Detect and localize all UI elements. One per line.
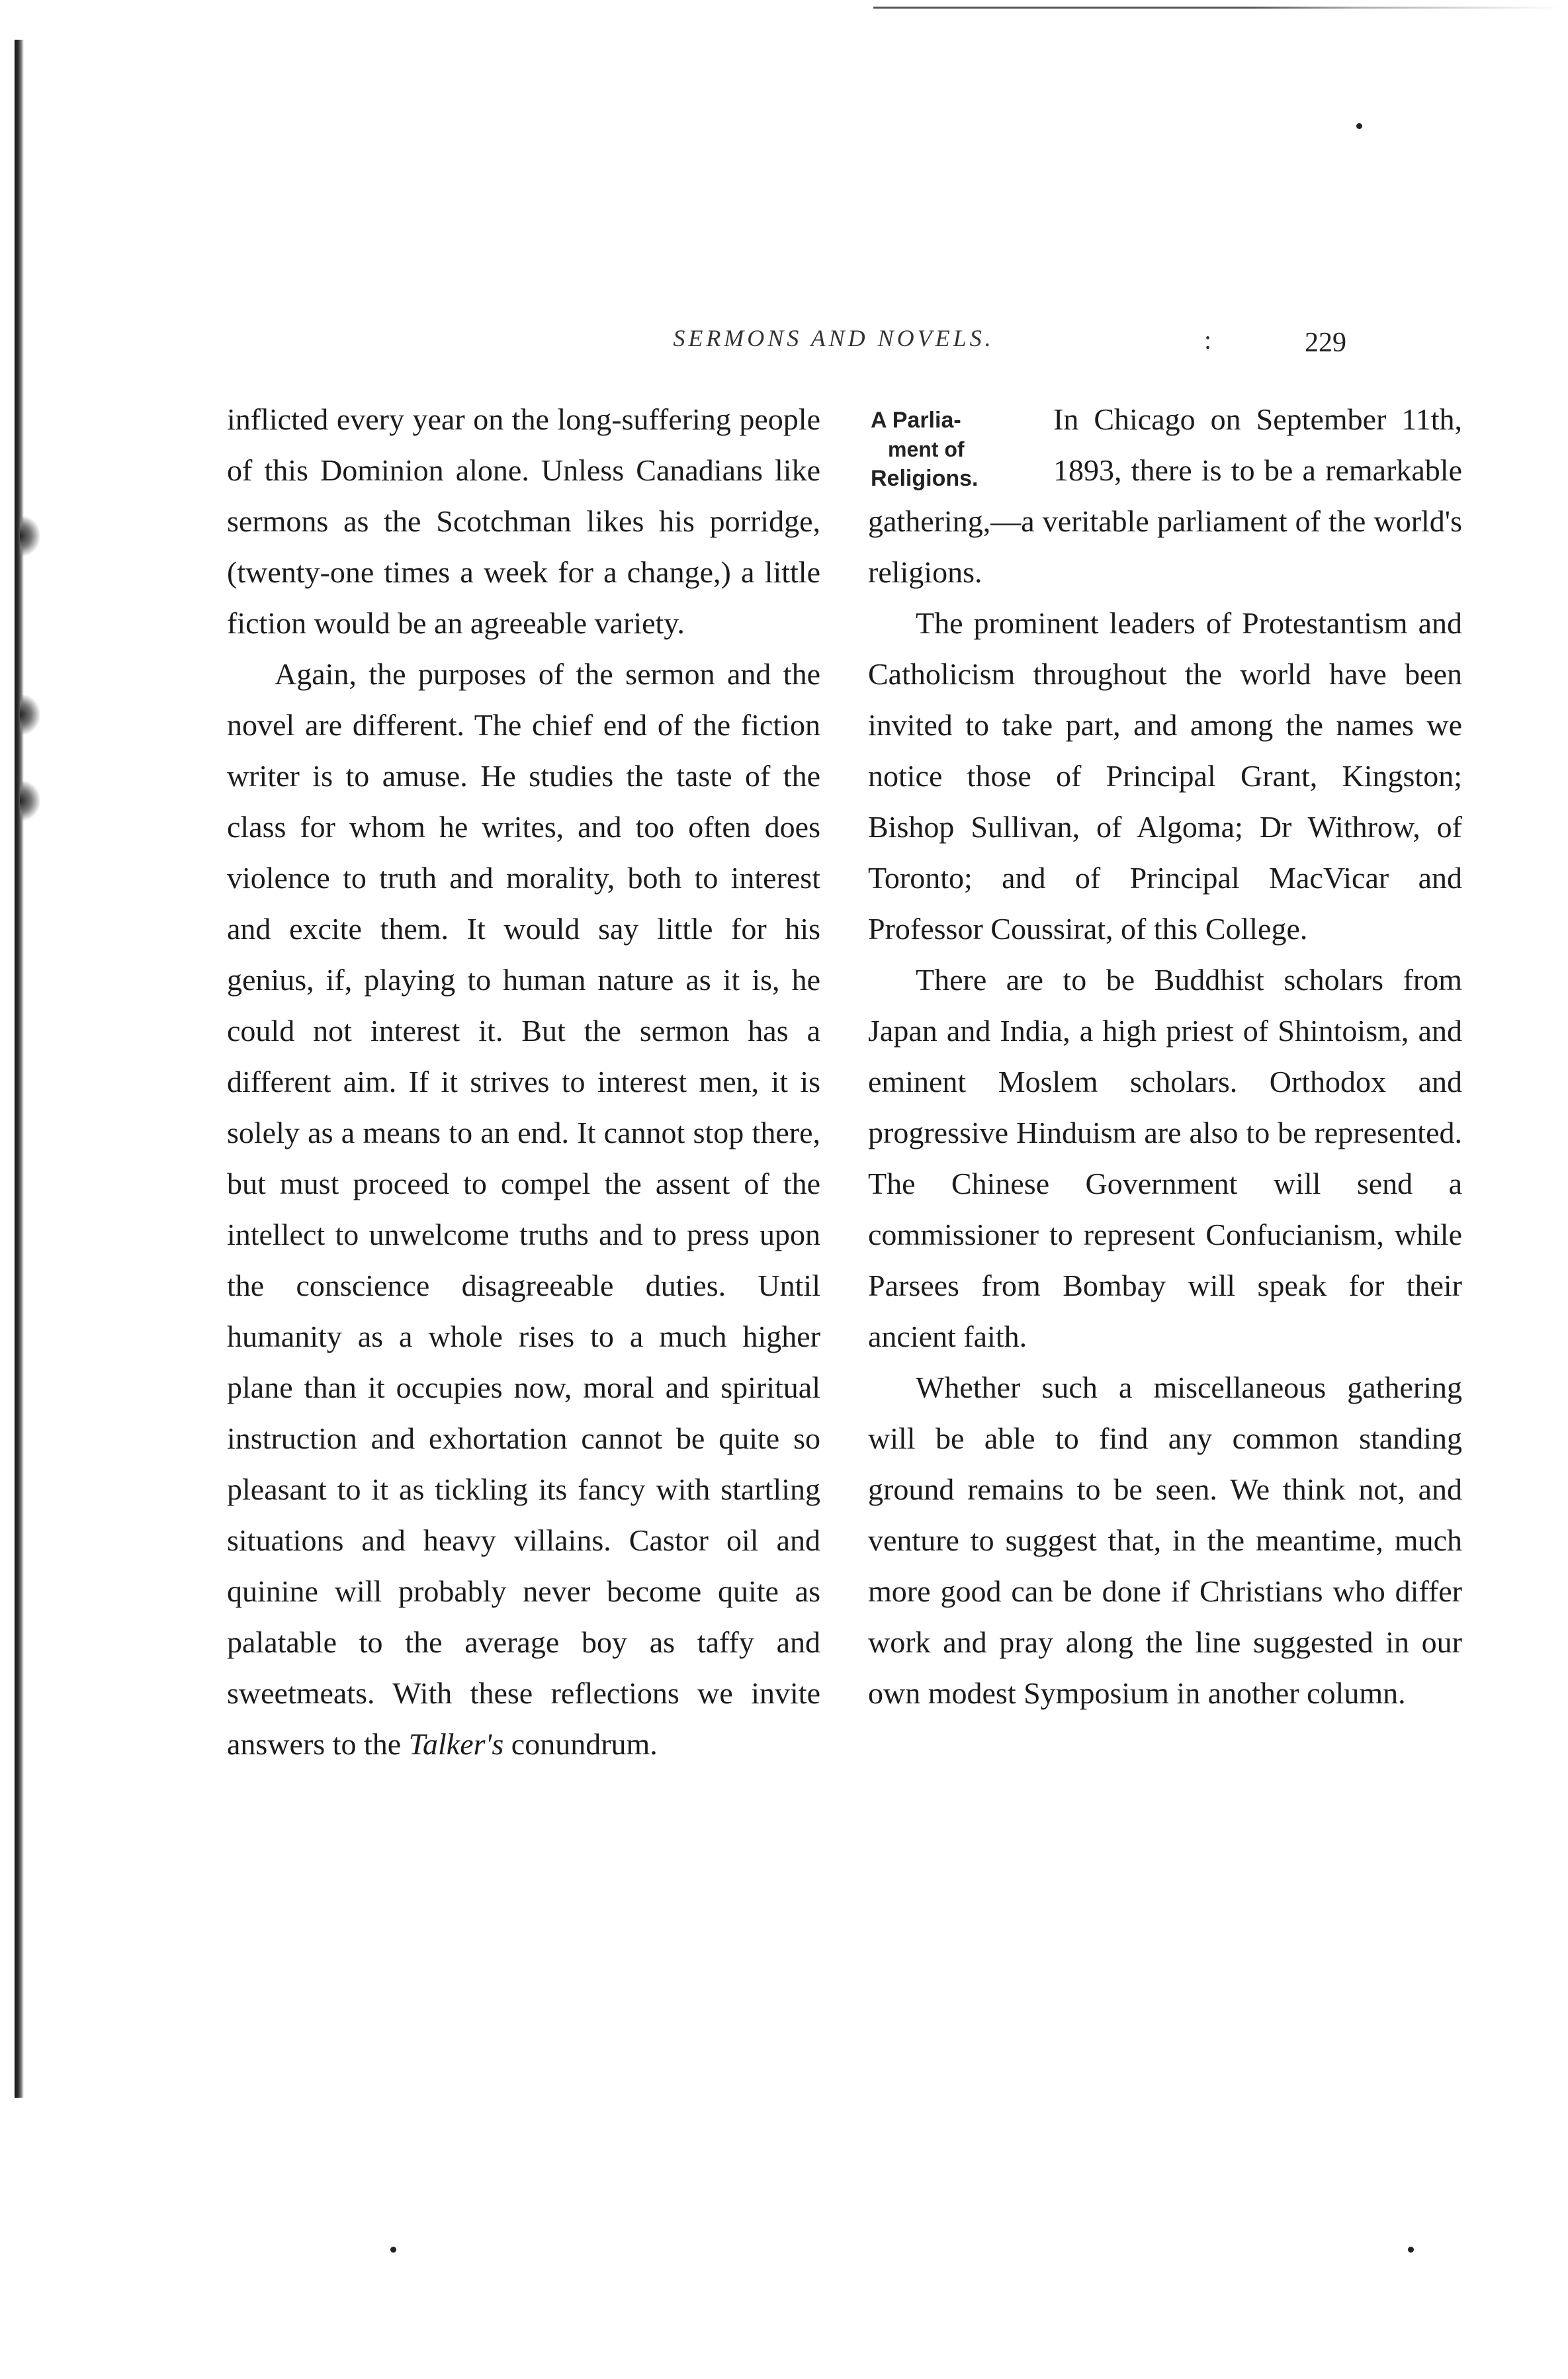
margin-heading-line-3: Religions. [871,466,979,491]
running-head: SERMONS AND NOVELS. [673,325,994,351]
left-column [227,394,820,1770]
page-speck [390,2247,396,2253]
right-paragraph-1: In Chicago on September 11th, 1893, there is to be a remarkable gathering,—a veritable parliament of the world's religions. [868,402,1462,589]
right-column [868,394,1462,1719]
page-edge-smudge [20,516,40,556]
left-paragraph-1: inflicted every year on the long-suffering people of this Dominion alone. Unless Canadians like sermons as the Scotchman likes his porridge, (twenty-one times a week for a change,) a little fiction would be an agreeable variety. [227,402,820,640]
page-speck [1408,2247,1414,2253]
right-paragraph-4: Whether such a miscellaneous gathering will be able to find any common standing ground remains to be seen. We think not, and venture to suggest that, in the meantime, much more good can be done if Christians who differ work and pray along the line suggested in our own modest Symposium in another column. [868,1370,1462,1710]
page-binding-edge [15,40,24,2098]
page-edge-smudge [20,695,40,735]
page-edge-smudge [20,781,40,821]
margin-heading-line-2: ment of [888,437,965,461]
running-head-colon: : [1204,325,1212,355]
page-speck [1356,123,1362,129]
left-paragraph-2-text: Again, the purposes of the sermon and the novel are different. The chief end of the fiction writer is to amuse. He studies the taste of the class for whom he writes, and too often does violence to truth and morality, both to interest and excite them. It would say little for his genius, if, playing to human nature as it is, he could not interest it. But the sermon has a different aim. If it strives to interest men, it is solely as a means to an end. It cannot stop there, but must proceed to compel the assent of the intellect to unwelcome truths and to press upon the conscience disagreeable duties. Until humanity as a whole rises to a much higher plane than it occupies now, moral and spiritual instruction and exhortation cannot be quite so pleasant to it as tickling its fancy with startling situations and heavy villains. Castor oil and quinine will probably never become quite as palatable to the average boy as taffy and sweetmeats. With these reflections we invite answers to the Talker's conundrum. [227,657,820,1761]
right-paragraph-3: There are to be Buddhist scholars from Japan and India, a high priest of Shintoism, and eminent Moslem scholars. Orthodox and progressive Hinduism are also to be represented. The Chinese Government will send a commissioner to represent Confucianism, while Parsees from Bombay will speak for their ancient faith. [868,963,1462,1353]
left-paragraph-2 [227,649,820,1770]
page-number: 229 [1305,328,1346,358]
margin-heading-line-1: A Parlia- [871,408,961,433]
periodical-title: Talker's [408,1727,504,1761]
right-paragraph-2: The prominent leaders of Protestantism and Catholicism throughout the world have been invited to take part, and among the names we notice those of Principal Grant, Kingston; Bishop Sullivan, of Algoma; Dr Withrow, of Toronto; and of Principal MacVicar and Professor Coussirat, of this College. [868,606,1462,946]
margin-heading [868,406,1041,493]
top-edge-rule [873,7,1561,9]
